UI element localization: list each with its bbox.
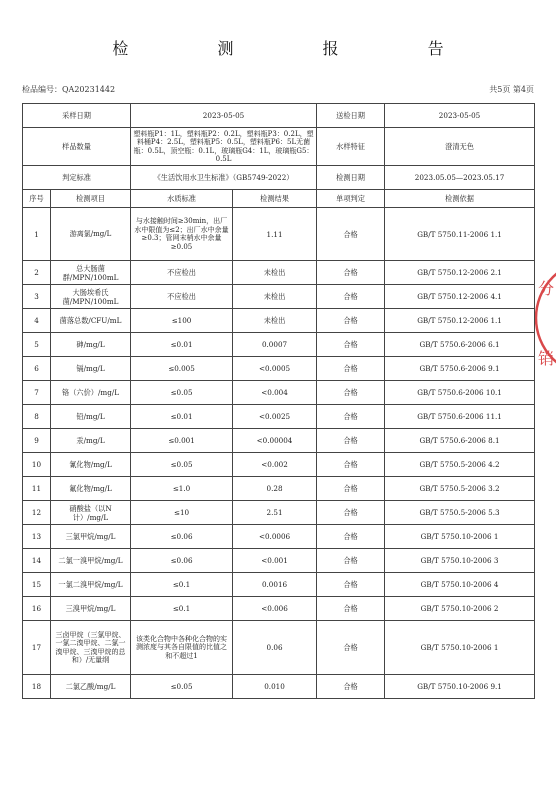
row-judge: 合格 xyxy=(317,597,385,621)
row-judge: 合格 xyxy=(317,261,385,285)
row-basis: GB/T 5750.5-2006 3.2 xyxy=(385,477,535,501)
row-result: <0.0005 xyxy=(233,357,317,381)
row-item: 镉/mg/L xyxy=(51,357,131,381)
row-result: 0.06 xyxy=(233,621,317,675)
row-no: 3 xyxy=(23,285,51,309)
row-no: 17 xyxy=(23,621,51,675)
water-feature-label: 水样特征 xyxy=(317,128,385,166)
row-basis: GB/T 5750.10-2006 1 xyxy=(385,621,535,675)
row-judge: 合格 xyxy=(317,525,385,549)
standard-value: 《生活饮用水卫生标准》（GB5749-2022） xyxy=(131,166,317,190)
row-item: 菌落总数/CFU/mL xyxy=(51,309,131,333)
info-section xyxy=(23,104,535,208)
row-result: 0.28 xyxy=(233,477,317,501)
row-result: <0.002 xyxy=(233,453,317,477)
row-no: 11 xyxy=(23,477,51,501)
row-item: 二氯乙酸/mg/L xyxy=(51,675,131,699)
row-no: 8 xyxy=(23,405,51,429)
test-date-label: 检测日期 xyxy=(317,166,385,190)
row-standard: 不应检出 xyxy=(131,285,233,309)
stamp-glyph-2: 销 xyxy=(538,349,555,368)
row-standard: ≤0.01 xyxy=(131,405,233,429)
row-standard: ≤0.01 xyxy=(131,333,233,357)
sample-number-value: QA20231442 xyxy=(62,85,116,94)
table-row xyxy=(23,453,535,477)
row-item: 一氯二溴甲烷/mg/L xyxy=(51,573,131,597)
row-basis: GB/T 5750.12-2006 4.1 xyxy=(385,285,535,309)
row-judge: 合格 xyxy=(317,405,385,429)
row-judge: 合格 xyxy=(317,573,385,597)
row-result: <0.006 xyxy=(233,597,317,621)
row-item: 游离氯/mg/L xyxy=(51,208,131,261)
row-basis: GB/T 5750.10-2006 4 xyxy=(385,573,535,597)
row-item: 三溴甲烷/mg/L xyxy=(51,597,131,621)
row-item: 总大肠菌群/MPN/100mL xyxy=(51,261,131,285)
row-judge: 合格 xyxy=(317,429,385,453)
table-row xyxy=(23,597,535,621)
row-item: 三氯甲烷/mg/L xyxy=(51,525,131,549)
row-result: <0.00004 xyxy=(233,429,317,453)
row-no: 14 xyxy=(23,549,51,573)
row-item: 三卤甲烷（三氯甲烷、一氯二溴甲烷、二氯一溴甲烷、三溴甲烷的总和）/无量纲 xyxy=(51,621,131,675)
row-basis: GB/T 5750.6-2006 10.1 xyxy=(385,381,535,405)
row-judge: 合格 xyxy=(317,309,385,333)
row-no: 10 xyxy=(23,453,51,477)
col-header-judge: 单项判定 xyxy=(317,190,385,208)
row-no: 13 xyxy=(23,525,51,549)
row-basis: GB/T 5750.6-2006 9.1 xyxy=(385,357,535,381)
col-header-item: 检测项目 xyxy=(51,190,131,208)
row-judge: 合格 xyxy=(317,381,385,405)
row-judge: 合格 xyxy=(317,208,385,261)
row-judge: 合格 xyxy=(317,501,385,525)
row-no: 5 xyxy=(23,333,51,357)
result-rows xyxy=(23,208,535,699)
row-judge: 合格 xyxy=(317,621,385,675)
row-no: 16 xyxy=(23,597,51,621)
row-basis: GB/T 5750.6-2006 8.1 xyxy=(385,429,535,453)
col-header-basis: 检测依据 xyxy=(385,190,535,208)
row-no: 4 xyxy=(23,309,51,333)
row-result: 1.11 xyxy=(233,208,317,261)
row-standard: ≤0.05 xyxy=(131,381,233,405)
row-no: 7 xyxy=(23,381,51,405)
row-basis: GB/T 5750.6-2006 11.1 xyxy=(385,405,535,429)
row-basis: GB/T 5750.10-2006 1 xyxy=(385,525,535,549)
stamp-glyph-1: 分 xyxy=(538,279,555,298)
row-standard: 该类化合物中各种化合物的实测浓度与其各自限值的比值之和不超过1 xyxy=(131,621,233,675)
row-basis: GB/T 5750.5-2006 4.2 xyxy=(385,453,535,477)
row-result: <0.0025 xyxy=(233,405,317,429)
row-no: 18 xyxy=(23,675,51,699)
col-header-no: 序号 xyxy=(23,190,51,208)
table-row xyxy=(23,477,535,501)
row-result: 0.010 xyxy=(233,675,317,699)
row-standard: ≤1.0 xyxy=(131,477,233,501)
row-basis: GB/T 5750.12-2006 1.1 xyxy=(385,309,535,333)
row-result: 2.51 xyxy=(233,501,317,525)
row-basis: GB/T 5750.5-2006 5.3 xyxy=(385,501,535,525)
delivery-date: 2023-05-05 xyxy=(385,104,535,128)
row-basis: GB/T 5750.11-2006 1.1 xyxy=(385,208,535,261)
water-feature: 澄清无色 xyxy=(385,128,535,166)
row-item: 二氯一溴甲烷/mg/L xyxy=(51,549,131,573)
table-row xyxy=(23,357,535,381)
page-info: 共5页 第4页 xyxy=(489,85,534,94)
red-seal-stamp xyxy=(532,256,556,386)
row-item: 铬（六价）/mg/L xyxy=(51,381,131,405)
row-item: 硝酸盐（以N计）/mg/L xyxy=(51,501,131,525)
table-row xyxy=(23,501,535,525)
row-item: 铅/mg/L xyxy=(51,405,131,429)
table-row xyxy=(23,573,535,597)
row-item: 砷/mg/L xyxy=(51,333,131,357)
row-standard: ≤0.001 xyxy=(131,429,233,453)
table-row xyxy=(23,525,535,549)
row-result: 未检出 xyxy=(233,285,317,309)
report-table xyxy=(22,103,535,699)
table-row xyxy=(23,381,535,405)
row-standard: ≤10 xyxy=(131,501,233,525)
row-result: <0.001 xyxy=(233,549,317,573)
standard-label: 判定标准 xyxy=(23,166,131,190)
sampling-date-label: 采样日期 xyxy=(23,104,131,128)
row-judge: 合格 xyxy=(317,549,385,573)
row-standard: ≤0.05 xyxy=(131,675,233,699)
row-judge: 合格 xyxy=(317,453,385,477)
row-standard: ≤0.05 xyxy=(131,453,233,477)
row-judge: 合格 xyxy=(317,285,385,309)
row-item: 氰化物/mg/L xyxy=(51,453,131,477)
row-standard: ≤0.06 xyxy=(131,549,233,573)
table-row xyxy=(23,333,535,357)
row-standard: ≤100 xyxy=(131,309,233,333)
row-no: 2 xyxy=(23,261,51,285)
row-no: 12 xyxy=(23,501,51,525)
table-row xyxy=(23,285,535,309)
col-header-standard: 水质标准 xyxy=(131,190,233,208)
row-result: <0.0006 xyxy=(233,525,317,549)
row-standard: ≤0.1 xyxy=(131,573,233,597)
table-row xyxy=(23,405,535,429)
row-basis: GB/T 5750.6-2006 6.1 xyxy=(385,333,535,357)
col-header-result: 检测结果 xyxy=(233,190,317,208)
sample-qty: 塑料瓶P1：1L，塑料瓶P2：0.2L，塑料瓶P3：0.2L，塑料桶P4：2.5L，塑料瓶P5：0.5L，塑料瓶P6：5L无菌瓶：0.5L，顶空瓶：0.1L，玻璃瓶G4：1L，玻璃瓶G5：0.5L xyxy=(131,128,317,166)
row-no: 15 xyxy=(23,573,51,597)
row-no: 1 xyxy=(23,208,51,261)
row-result: <0.004 xyxy=(233,381,317,405)
row-judge: 合格 xyxy=(317,357,385,381)
sample-qty-label: 样品数量 xyxy=(23,128,131,166)
table-row xyxy=(23,309,535,333)
row-basis: GB/T 5750.10-2006 3 xyxy=(385,549,535,573)
row-basis: GB/T 5750.10-2006 2 xyxy=(385,597,535,621)
sampling-date: 2023-05-05 xyxy=(131,104,317,128)
row-standard: 与水接触时间≥30min，出厂水中限值为≤2；出厂水中余量≥0.3；管网末梢水中余量≥0.05 xyxy=(131,208,233,261)
row-judge: 合格 xyxy=(317,675,385,699)
row-no: 9 xyxy=(23,429,51,453)
row-basis: GB/T 5750.12-2006 2.1 xyxy=(385,261,535,285)
sample-number-label: 检品编号： xyxy=(22,85,62,94)
row-item: 氟化物/mg/L xyxy=(51,477,131,501)
row-standard: 不应检出 xyxy=(131,261,233,285)
row-standard: ≤0.06 xyxy=(131,525,233,549)
table-row xyxy=(23,675,535,699)
row-result: 未检出 xyxy=(233,261,317,285)
row-result: 0.0016 xyxy=(233,573,317,597)
row-item: 汞/mg/L xyxy=(51,429,131,453)
sample-number xyxy=(22,84,115,95)
row-result: 未检出 xyxy=(233,309,317,333)
table-row xyxy=(23,621,535,675)
row-standard: ≤0.1 xyxy=(131,597,233,621)
row-judge: 合格 xyxy=(317,477,385,501)
report-title: 检 测 报 告 xyxy=(112,39,486,58)
row-no: 6 xyxy=(23,357,51,381)
table-row xyxy=(23,549,535,573)
table-row xyxy=(23,429,535,453)
row-basis: GB/T 5750.10-2006 9.1 xyxy=(385,675,535,699)
table-row xyxy=(23,261,535,285)
row-judge: 合格 xyxy=(317,333,385,357)
row-standard: ≤0.005 xyxy=(131,357,233,381)
test-date: 2023.05.05—2023.05.17 xyxy=(385,166,535,190)
table-row xyxy=(23,208,535,261)
delivery-date-label: 送检日期 xyxy=(317,104,385,128)
row-item: 大肠埃希氏菌/MPN/100mL xyxy=(51,285,131,309)
row-result: 0.0007 xyxy=(233,333,317,357)
